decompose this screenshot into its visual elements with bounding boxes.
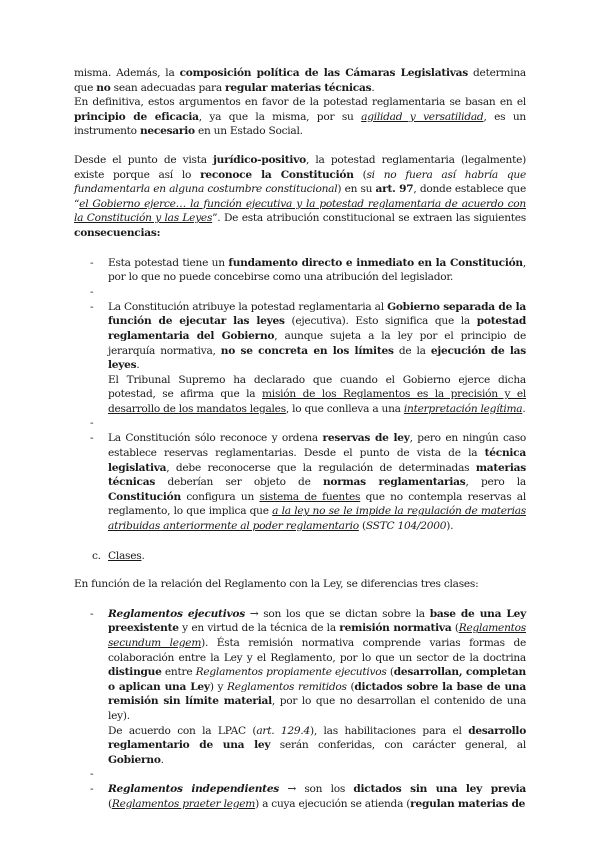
bold-text: no se concreta en los límites bbox=[220, 344, 394, 357]
text: , pero en ningún caso establece reservas reglamentarias. Desde el punto de vista de la bbox=[108, 432, 527, 460]
bold-italic-text: Reglamentos ejecutivos bbox=[108, 607, 245, 620]
bold-text: distingue bbox=[108, 666, 162, 679]
text: de la bbox=[393, 344, 431, 357]
text: , la potestad reglamentaria (legalmente) existe porque así lo bbox=[74, 153, 527, 181]
spacer bbox=[74, 767, 526, 782]
text: determina que bbox=[74, 67, 526, 94]
bold-text: dictados sin una ley previa bbox=[353, 783, 526, 796]
text: , por lo que no desarrollan el contenido de una ley). bbox=[108, 695, 527, 722]
bold-text: Constitución bbox=[108, 490, 181, 503]
underlined-italic-text: el Gobierno ejerce… la función ejecutiva y la potestad reglamentaria de acuerdo con la Constitución y las Leyes bbox=[74, 197, 526, 225]
text: configura un bbox=[180, 490, 260, 503]
heading-title: Clases bbox=[108, 549, 142, 562]
text: . bbox=[522, 402, 526, 415]
text: ”. De esta atribución constitucional se extraen las siguientes bbox=[212, 212, 526, 225]
text: son los que se dictan sobre la bbox=[263, 607, 430, 620]
text: ). Ésta remisión normativa comprende varias formas de colaboración entre la Ley y el Reglamento, por lo que un sector de la doctrina bbox=[108, 637, 527, 664]
bold-italic-text: Reglamentos independientes bbox=[108, 783, 280, 796]
underlined-italic-text: interpretación legítima bbox=[403, 402, 523, 415]
text: . bbox=[136, 359, 140, 372]
text: en un Estado Social. bbox=[194, 125, 303, 138]
bold-text: reconoce la Constitución bbox=[200, 168, 354, 181]
text: ( bbox=[451, 622, 459, 635]
bold-text: consecuencias: bbox=[74, 226, 161, 239]
text: deberían ser objeto de bbox=[155, 476, 323, 489]
text: , debe reconocerse que la regulación de determinadas bbox=[166, 461, 476, 474]
list-item bbox=[74, 782, 526, 811]
consecuencias-list bbox=[74, 256, 526, 534]
bold-text: regular materias técnicas bbox=[225, 81, 372, 94]
underlined-italic-text: Reglamentos praeter legem bbox=[111, 797, 256, 810]
text: ( bbox=[346, 680, 355, 693]
text: De acuerdo con la LPAC ( bbox=[108, 724, 257, 737]
text: En definitiva, estos argumentos en favor de la potestad reglamentaria se basan en el bbox=[74, 96, 526, 109]
list-item bbox=[74, 431, 526, 533]
list-item bbox=[74, 256, 526, 285]
underlined-italic-text: agilidad y versatilidad bbox=[361, 110, 484, 123]
bold-text: Gobierno bbox=[108, 753, 161, 766]
text: , lo que conlleva a una bbox=[285, 402, 404, 415]
text: , pero la bbox=[465, 476, 526, 489]
text: La Constitución sólo reconoce y ordena bbox=[108, 432, 323, 445]
text: . bbox=[141, 549, 145, 562]
bold-text: principio de eficacia bbox=[74, 110, 199, 123]
text: que no contempla reservas al reglamento, lo que implica que bbox=[108, 490, 527, 518]
text: ( bbox=[358, 520, 366, 533]
underlined-text: misión de los Reglamentos es la precisión y el desarrollo de los mandatos legales bbox=[108, 388, 527, 415]
text: ) y bbox=[209, 680, 227, 693]
italic-text: Reglamentos propiamente ejecutivos bbox=[195, 666, 387, 679]
bold-text: técnica legislativa bbox=[108, 447, 526, 474]
text: ) en su bbox=[337, 183, 376, 196]
paragraph-clases-intro: En función de la relación del Reglamento con la Ley, se diferencias tres clases: bbox=[74, 578, 479, 591]
arrow-icon: → bbox=[244, 607, 264, 620]
bold-text: ejecución de las leyes bbox=[108, 344, 527, 372]
bold-text: regulan materias de bbox=[410, 797, 526, 810]
text: sean adecuadas para bbox=[110, 81, 226, 94]
text: , ya que la misma, por su bbox=[198, 110, 362, 123]
section-heading-clases bbox=[74, 549, 526, 564]
italic-text: si no fuera así habría que fundamentarla en alguna costumbre constitucional bbox=[74, 168, 526, 196]
text: , aunque sujeta a la ley por el principio de jerarquía normativa, bbox=[108, 329, 527, 357]
underlined-italic-text: a la ley no se le impide la regulación de materias atribuidas anteriormente al poder reglamentario bbox=[108, 505, 526, 533]
text: (ejecutiva). Esto significa que la bbox=[284, 315, 477, 328]
paragraph-top bbox=[74, 66, 526, 95]
bold-text: remisión normativa bbox=[339, 622, 452, 635]
italic-text: SSTC 104/2000 bbox=[365, 520, 447, 533]
text: ) a cuya ejecución se atienda ( bbox=[255, 797, 411, 810]
text: Desde el punto de vista bbox=[74, 153, 214, 166]
bold-text: jurídico-positivo bbox=[213, 153, 306, 166]
text: . bbox=[160, 753, 164, 766]
text: La Constitución atribuye la potestad reglamentaria al bbox=[108, 300, 388, 313]
text: misma. Además, la bbox=[74, 67, 180, 79]
text: . bbox=[371, 81, 375, 94]
paragraph-juridico-positivo bbox=[74, 153, 526, 241]
text: son los bbox=[304, 783, 354, 796]
underlined-italic-text: Reglamentos secundum legem bbox=[108, 622, 526, 649]
bold-text: composición política de las Cámaras Legislativas bbox=[179, 67, 468, 79]
arrow-icon: → bbox=[279, 783, 305, 796]
text: El Tribunal Supremo ha declarado que cuando el Gobierno ejerce dicha potestad, se afirma que la bbox=[108, 373, 526, 401]
italic-text: Reglamentos remitidos bbox=[226, 680, 347, 693]
heading-label: c. bbox=[92, 549, 101, 562]
list-item bbox=[74, 607, 526, 768]
bold-text: fundamento directo e inmediato en la Constitución bbox=[228, 256, 523, 269]
spacer bbox=[74, 416, 526, 431]
text: ), las habilitaciones para el bbox=[309, 724, 469, 737]
bold-text: necesario bbox=[139, 125, 195, 138]
bold-text: potestad reglamentaria del Gobierno bbox=[108, 315, 526, 342]
bold-text: Gobierno separada de la función de ejecutar las leyes bbox=[108, 300, 526, 328]
text: Esta potestad tiene un bbox=[108, 256, 229, 269]
text: , es un instrumento bbox=[74, 110, 526, 138]
clases-list bbox=[74, 607, 526, 812]
text: serán conferidas, con carácter general, al bbox=[270, 739, 526, 752]
underlined-text: sistema de fuentes bbox=[259, 490, 361, 503]
text: y en virtud de la técnica de la bbox=[178, 622, 340, 635]
bold-text: desarrollo reglamentario de una ley bbox=[108, 724, 527, 752]
bold-text: reservas de ley bbox=[322, 432, 410, 445]
bold-text: materias técnicas bbox=[108, 461, 526, 489]
text: , donde establece que “ bbox=[74, 183, 526, 210]
bold-text: dictados sobre la base de una remisión sin límite material bbox=[108, 680, 526, 708]
spacer bbox=[74, 285, 526, 300]
list-item bbox=[74, 300, 526, 417]
bold-text: normas reglamentarias bbox=[322, 476, 466, 489]
paragraph-conclusion bbox=[74, 95, 526, 139]
text: , por lo que no puede concebirse como una atribución del legislador. bbox=[108, 256, 527, 284]
text: entre bbox=[161, 666, 196, 679]
text: ( bbox=[353, 168, 367, 181]
text: ( bbox=[386, 666, 394, 679]
text: ). bbox=[446, 520, 454, 533]
bold-text: desarrollan, completan o aplican una Ley bbox=[108, 666, 526, 693]
bold-text: no bbox=[96, 81, 111, 94]
italic-text: art. 129.4 bbox=[256, 724, 310, 737]
bold-text: base de una Ley preexistente bbox=[108, 607, 526, 635]
text: ( bbox=[108, 797, 112, 810]
bold-text: art. 97 bbox=[375, 183, 414, 196]
